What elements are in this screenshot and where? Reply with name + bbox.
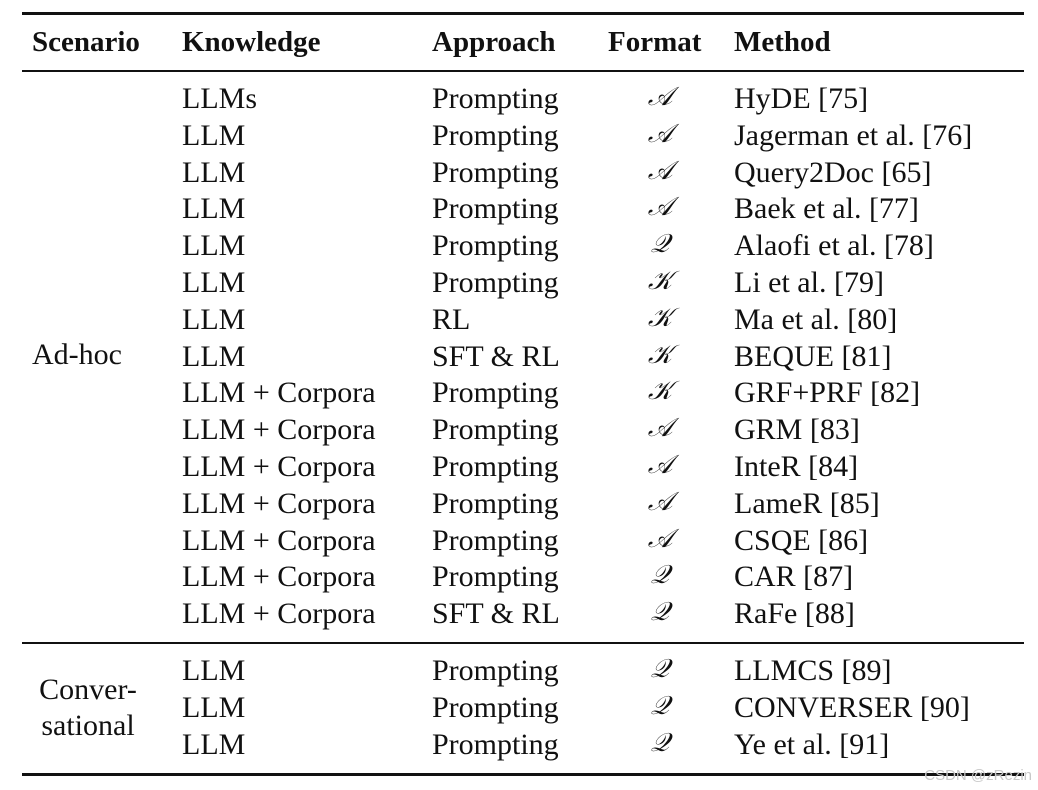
cell-format: 𝒜 (647, 155, 673, 186)
cell-knowledge: LLM (182, 654, 246, 687)
cell-knowledge: LLM + Corpora (182, 486, 376, 520)
cell-knowledge: LLM + Corpora (182, 376, 376, 410)
cell-format: 𝒜 (647, 450, 673, 480)
table-row (22, 597, 1024, 633)
scenario-conversational-line1: Conver- (39, 673, 137, 706)
bottom-rule (22, 773, 1024, 776)
table-row (22, 450, 1024, 486)
cell-approach: Prompting (432, 560, 559, 594)
cell-knowledge: LLM + Corpora (182, 413, 376, 447)
table-row (22, 303, 1024, 339)
table-row (22, 340, 1024, 376)
cell-format: 𝒜 (647, 192, 673, 223)
cell-method: CAR [87] (734, 560, 854, 594)
cell-knowledge: LLM (182, 229, 246, 263)
cell-approach: Prompting (432, 691, 559, 724)
cell-method: Ye et al. [91] (734, 728, 890, 761)
cell-approach: Prompting (432, 82, 559, 115)
cell-approach: Prompting (432, 728, 559, 761)
header-knowledge: Knowledge (182, 26, 321, 58)
watermark: CSDN @zRezin (924, 767, 1032, 784)
cell-method: Ma et al. [80] (734, 302, 898, 336)
cell-knowledge: LLM (182, 339, 246, 373)
header-approach: Approach (432, 26, 556, 58)
cell-format: 𝒬 (650, 597, 670, 628)
cell-knowledge: LLM (182, 691, 246, 724)
cell-approach: Prompting (432, 413, 559, 447)
cell-knowledge: LLM + Corpora (182, 450, 376, 483)
cell-knowledge: LLM (182, 728, 246, 761)
cell-method: GRM [83] (734, 413, 860, 447)
header-scenario: Scenario (32, 26, 140, 58)
table-row (22, 229, 1024, 265)
cell-format: 𝒬 (650, 560, 670, 591)
cell-method: CSQE [86] (734, 523, 869, 557)
cell-format: 𝒜 (647, 82, 673, 112)
cell-approach: SFT & RL (432, 339, 560, 373)
cell-method: HyDE [75] (734, 82, 869, 115)
cell-approach: Prompting (432, 192, 559, 226)
cell-format: 𝒬 (650, 654, 670, 684)
cell-approach: Prompting (432, 376, 559, 410)
table-row (22, 376, 1024, 412)
table-row (22, 119, 1024, 155)
cell-approach: Prompting (432, 229, 559, 263)
table-row (22, 728, 1024, 764)
cell-method: RaFe [88] (734, 597, 855, 631)
cell-method: GRF+PRF [82] (734, 376, 921, 410)
group-rule (22, 642, 1024, 644)
cell-format: 𝒬 (650, 691, 670, 721)
cell-method: Alaofi et al. [78] (734, 229, 934, 263)
cell-knowledge: LLM + Corpora (182, 560, 376, 594)
table-row (22, 691, 1024, 727)
cell-knowledge: LLM (182, 266, 246, 299)
cell-method: LameR [85] (734, 486, 880, 520)
cell-approach: Prompting (432, 654, 559, 687)
cell-method: CONVERSER [90] (734, 691, 970, 724)
cell-knowledge: LLMs (182, 82, 257, 115)
top-rule (22, 12, 1024, 15)
table-row (22, 413, 1024, 449)
header-method: Method (734, 26, 831, 58)
scenario-conversational-line2: sational (41, 709, 135, 742)
header-rule (22, 70, 1024, 72)
table-row (22, 524, 1024, 560)
table-row (22, 654, 1024, 690)
cell-format: 𝒜 (647, 413, 673, 444)
cell-approach: Prompting (432, 450, 559, 483)
cell-method: Jagerman et al. [76] (734, 118, 973, 152)
table-header (22, 26, 1024, 62)
table-row (22, 560, 1024, 596)
cell-knowledge: LLM + Corpora (182, 597, 376, 631)
scenario-adhoc: Ad-hoc (32, 338, 122, 371)
cell-approach: Prompting (432, 155, 559, 189)
cell-approach: Prompting (432, 523, 559, 557)
cell-approach: RL (432, 302, 471, 336)
header-format: Format (608, 26, 702, 58)
cell-method: Baek et al. [77] (734, 192, 919, 226)
cell-format: 𝒦 (647, 376, 673, 407)
table-row (22, 266, 1024, 302)
cell-format: 𝒜 (647, 118, 673, 149)
cell-approach: Prompting (432, 486, 559, 520)
cell-approach: Prompting (432, 118, 559, 152)
cell-knowledge: LLM + Corpora (182, 523, 376, 557)
table-row (22, 487, 1024, 523)
cell-knowledge: LLM (182, 302, 246, 336)
cell-method: LLMCS [89] (734, 654, 892, 687)
cell-method: Query2Doc [65] (734, 155, 932, 189)
table-row (22, 192, 1024, 228)
cell-method: InteR [84] (734, 450, 859, 483)
cell-knowledge: LLM (182, 155, 246, 189)
cell-method: Li et al. [79] (734, 266, 884, 299)
cell-format: 𝒜 (647, 523, 673, 554)
cell-knowledge: LLM (182, 118, 246, 152)
cell-knowledge: LLM (182, 192, 246, 226)
table-row (22, 156, 1024, 192)
cell-method: BEQUE [81] (734, 339, 892, 373)
table-row (22, 82, 1024, 118)
cell-approach: SFT & RL (432, 597, 560, 631)
cell-format: 𝒦 (647, 266, 673, 296)
cell-format: 𝒜 (647, 486, 673, 517)
cell-format: 𝒬 (650, 728, 670, 758)
cell-format: 𝒦 (647, 302, 673, 333)
cell-approach: Prompting (432, 266, 559, 299)
cell-format: 𝒬 (650, 229, 670, 260)
cell-format: 𝒦 (647, 339, 673, 370)
